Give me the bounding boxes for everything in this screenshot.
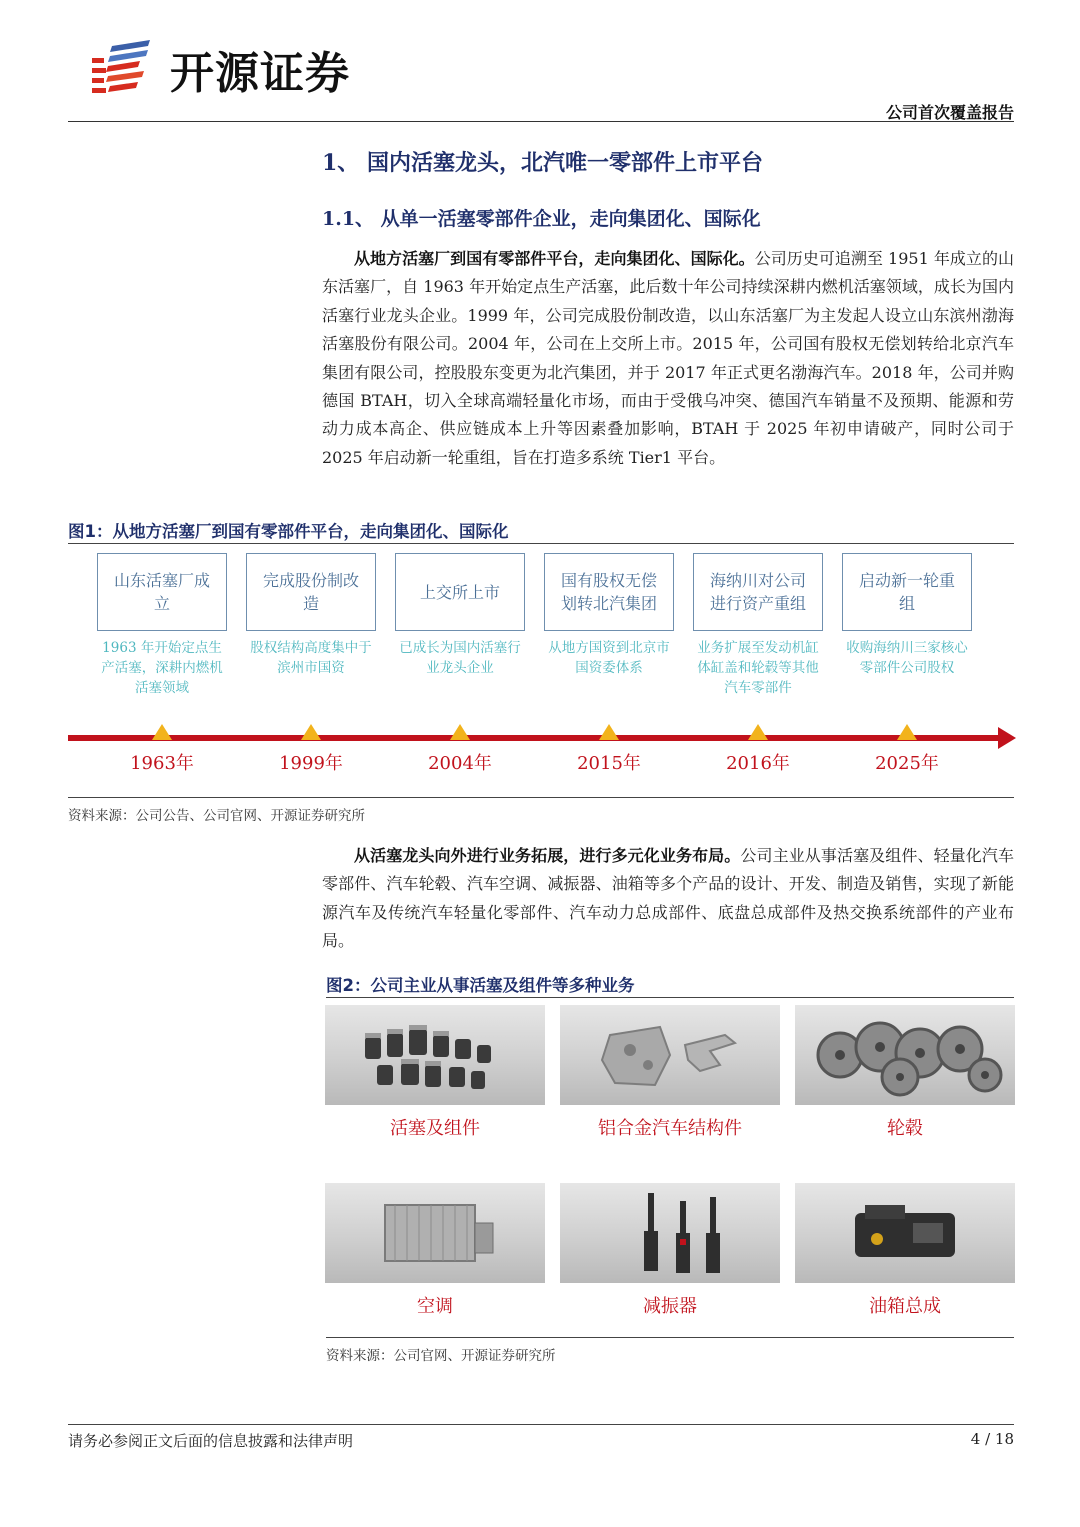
product-label: 减振器	[643, 1296, 697, 1317]
timeline-year: 2004年	[428, 753, 492, 774]
figure-2-title	[326, 972, 634, 996]
brand-mark-icon	[88, 38, 160, 100]
timeline-marker-icon	[599, 724, 619, 740]
timeline-event-desc: 从地方国资到北京市国资委体系	[548, 640, 670, 676]
figure-2-bottom-rule	[326, 1337, 1014, 1338]
timeline-year: 1963年	[130, 753, 194, 774]
timeline-year: 1999年	[279, 753, 343, 774]
paragraph-body: 公司主业从事活塞及组件、轻量化汽车零部件、汽车轮毂、汽车空调、减振器、油箱等多个产品的设计、开发、制造及销售，实现了新能源汽车及传统汽车轻量化零部件、汽车动力总成部件、底盘总成部件及热交换系统部件的产业布局。	[322, 846, 1014, 951]
history-paragraph	[322, 245, 1014, 472]
timeline-event-desc: 收购海纳川三家核心零部件公司股权	[846, 640, 968, 676]
footer-disclaimer: 请务必参阅正文后面的信息披露和法律声明	[68, 1432, 354, 1450]
figure-1-number: 图1：	[68, 522, 113, 541]
timeline-event-desc: 股权结构高度集中于滨州市国资	[250, 640, 372, 676]
timeline-marker-icon	[152, 724, 172, 740]
subsection-heading: 1.1、 从单一活塞零部件企业，走向集团化、国际化	[322, 208, 761, 230]
figure-1-title	[68, 518, 508, 542]
figure-1-caption: 从地方活塞厂到国有零部件平台，走向集团化、国际化	[112, 522, 509, 541]
section-heading: 1、 国内活塞龙头，北汽唯一零部件上市平台	[322, 150, 763, 176]
product-label: 铝合金汽车结构件	[598, 1118, 742, 1139]
brand-name: 开源证券	[170, 48, 350, 99]
product-label: 轮毂	[887, 1118, 923, 1139]
header-divider	[68, 121, 1014, 122]
product-label: 活塞及组件	[390, 1118, 480, 1139]
timeline-event-desc: 已成长为国内活塞行业龙头企业	[399, 640, 521, 676]
shock-absorbers-photo	[560, 1183, 780, 1283]
timeline-event-desc: 1963 年开始定点生产活塞，深耕内燃机活塞领域	[101, 640, 223, 696]
ac-radiator-photo	[325, 1183, 545, 1283]
timeline-event-box: 海纳川对公司进行资产重组	[693, 553, 823, 631]
timeline-event-box: 启动新一轮重组	[842, 553, 972, 631]
business-paragraph	[322, 842, 1014, 956]
paragraph-lead: 从活塞龙头向外进行业务拓展，进行多元化业务布局。	[354, 846, 741, 865]
timeline-year: 2016年	[726, 753, 790, 774]
paragraph-lead: 从地方活塞厂到国有零部件平台，走向集团化、国际化。	[354, 249, 755, 268]
product-label: 空调	[417, 1296, 453, 1317]
wheels-photo	[795, 1005, 1015, 1105]
figure-2-source: 资料来源：公司官网、开源证券研究所	[326, 1348, 556, 1364]
figure-1-top-rule	[68, 543, 1014, 544]
timeline-bar	[68, 735, 1002, 741]
figure-1-bottom-rule	[68, 797, 1014, 798]
footer-divider	[68, 1424, 1014, 1425]
figure-2-caption: 公司主业从事活塞及组件等多种业务	[370, 976, 635, 995]
timeline-event-desc: 业务扩展至发动机缸体缸盖和轮毂等其他汽车零部件	[697, 640, 819, 696]
product-label: 油箱总成	[869, 1296, 941, 1317]
timeline-year: 2015年	[577, 753, 641, 774]
timeline-arrow-icon	[998, 727, 1016, 749]
timeline-marker-icon	[450, 724, 470, 740]
timeline-marker-icon	[301, 724, 321, 740]
aluminum-parts-photo	[560, 1005, 780, 1105]
figure-2-top-rule	[326, 997, 1014, 998]
figure-1-source: 资料来源：公司公告、公司官网、开源证券研究所	[68, 808, 365, 824]
timeline-year: 2025年	[875, 753, 939, 774]
timeline-event-box: 山东活塞厂成立	[97, 553, 227, 631]
page-number: 4 / 18	[970, 1430, 1014, 1448]
timeline-event-box: 国有股权无偿划转北汽集团	[544, 553, 674, 631]
timeline-marker-icon	[748, 724, 768, 740]
paragraph-body: 公司历史可追溯至 1951 年成立的山东活塞厂，自 1963 年开始定点生产活塞，此后数十年公司持续深耕内燃机活塞领域，成长为国内活塞行业龙头企业。1999 年，公司完成股份制改造，以山东活塞厂为主发起人设立山东滨州渤海活塞股份有限公司。2004 年，公司在上交所上市。2015 年，公司国有股权无偿划转给北京汽车集团有限公司，控股股东变更为北汽集团，并于 2017 年正式更名渤海汽车。2018 年，公司并购德国 BTAH，切入全球高端轻量化市场，而由于受俄乌冲突、德国汽车销量不及预期、能源和劳动力成本高企、供应链成本上升等因素叠加影响，BTAH 于 2025 年初申请破产，同时公司于 2025 年启动新一轮重组，旨在打造多系统 Tier1 平台。	[322, 249, 1014, 467]
brand-logo	[88, 38, 350, 100]
pistons-photo	[325, 1005, 545, 1105]
report-type: 公司首次覆盖报告	[885, 103, 1014, 122]
timeline-marker-icon	[897, 724, 917, 740]
timeline-event-box: 上交所上市	[395, 553, 525, 631]
figure-2-number: 图2：	[326, 976, 371, 995]
fuel-tank-assembly-photo	[795, 1183, 1015, 1283]
timeline-event-box: 完成股份制改造	[246, 553, 376, 631]
